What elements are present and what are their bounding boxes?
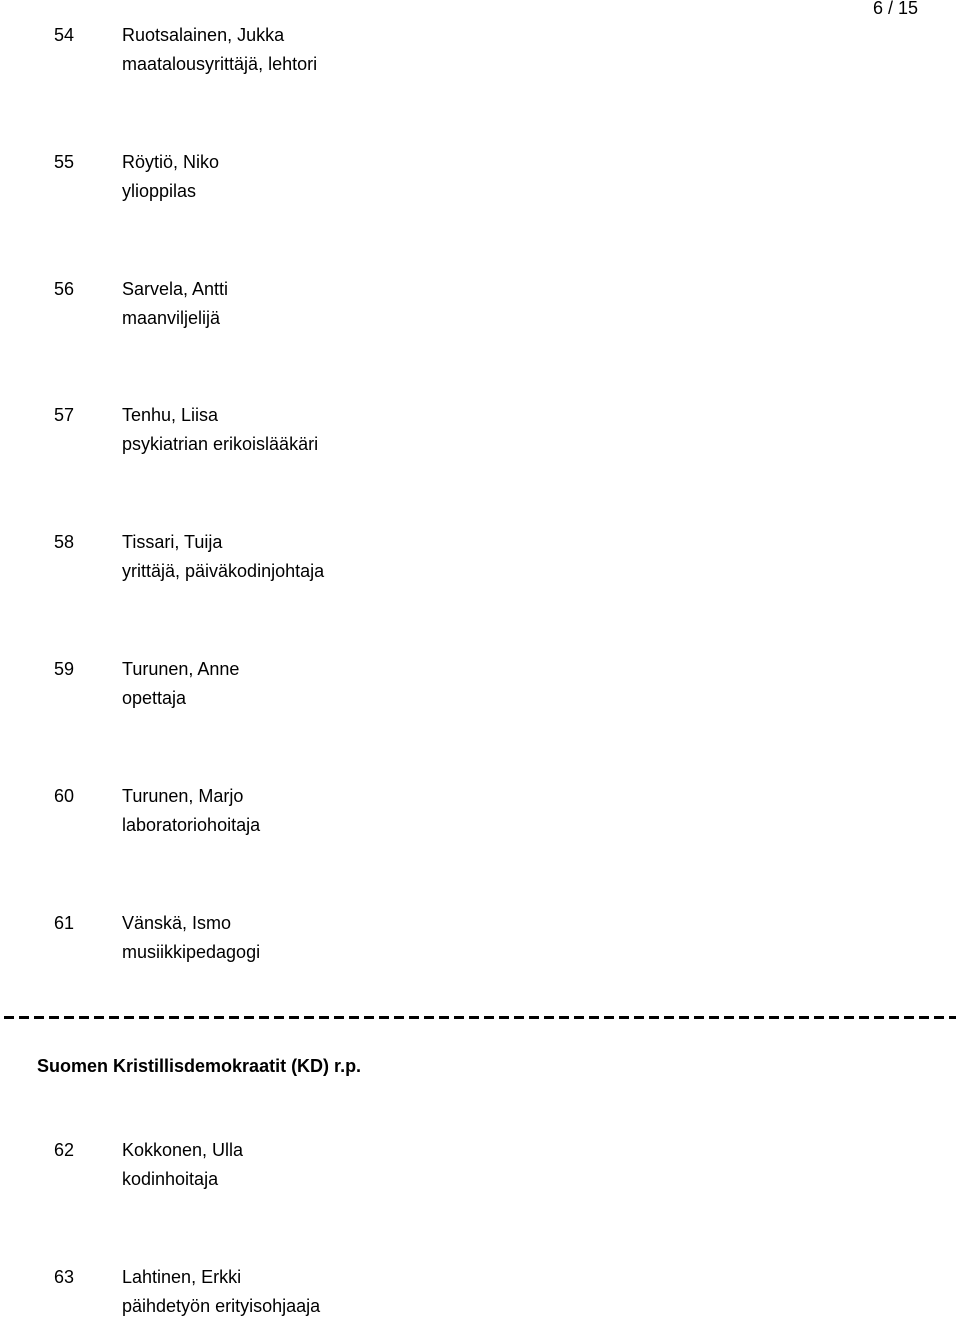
candidate-entry [0, 1266, 960, 1326]
candidate-entry [0, 404, 960, 464]
dashed-separator [4, 1016, 956, 1019]
candidate-occupation: psykiatrian erikoislääkäri [122, 434, 319, 454]
candidate-entry [0, 658, 960, 718]
candidate-number: 58 [54, 532, 75, 552]
party-heading: Suomen Kristillisdemokraatit (KD) r.p. [37, 1056, 362, 1076]
candidate-occupation: opettaja [122, 688, 187, 708]
candidate-name: Sarvela, Antti [122, 279, 229, 299]
candidate-name: Kokkonen, Ulla [122, 1140, 244, 1160]
candidate-number: 57 [54, 405, 75, 425]
candidate-entry [0, 785, 960, 845]
candidate-number: 56 [54, 279, 75, 299]
page-number: 6 / 15 [872, 0, 918, 18]
candidate-number: 54 [54, 25, 75, 45]
candidate-name: Lahtinen, Erkki [122, 1267, 242, 1287]
candidate-entry [0, 278, 960, 338]
candidate-entry [0, 531, 960, 591]
candidate-occupation: maatalousyrittäjä, lehtori [122, 54, 318, 74]
candidate-number: 63 [54, 1267, 75, 1287]
candidate-occupation: ylioppilas [122, 181, 197, 201]
candidate-number: 61 [54, 913, 75, 933]
candidate-name: Röytiö, Niko [122, 152, 220, 172]
candidate-number: 60 [54, 786, 75, 806]
candidate-name: Tissari, Tuija [122, 532, 223, 552]
candidate-occupation: kodinhoitaja [122, 1169, 219, 1189]
candidate-name: Vänskä, Ismo [122, 913, 232, 933]
candidate-number: 62 [54, 1140, 75, 1160]
candidate-occupation: yrittäjä, päiväkodinjohtaja [122, 561, 325, 581]
candidate-number: 59 [54, 659, 75, 679]
candidate-entry [0, 24, 960, 84]
candidate-entry [0, 1139, 960, 1199]
candidate-occupation: laboratoriohoitaja [122, 815, 261, 835]
candidate-occupation: musiikkipedagogi [122, 942, 261, 962]
candidate-occupation: päihdetyön erityisohjaaja [122, 1296, 321, 1316]
candidate-name: Turunen, Anne [122, 659, 240, 679]
candidate-name: Tenhu, Liisa [122, 405, 219, 425]
candidate-name: Ruotsalainen, Jukka [122, 25, 285, 45]
candidate-name: Turunen, Marjo [122, 786, 244, 806]
candidate-number: 55 [54, 152, 75, 172]
candidate-entry [0, 151, 960, 211]
candidate-occupation: maanviljelijä [122, 308, 221, 328]
candidate-entry [0, 912, 960, 972]
